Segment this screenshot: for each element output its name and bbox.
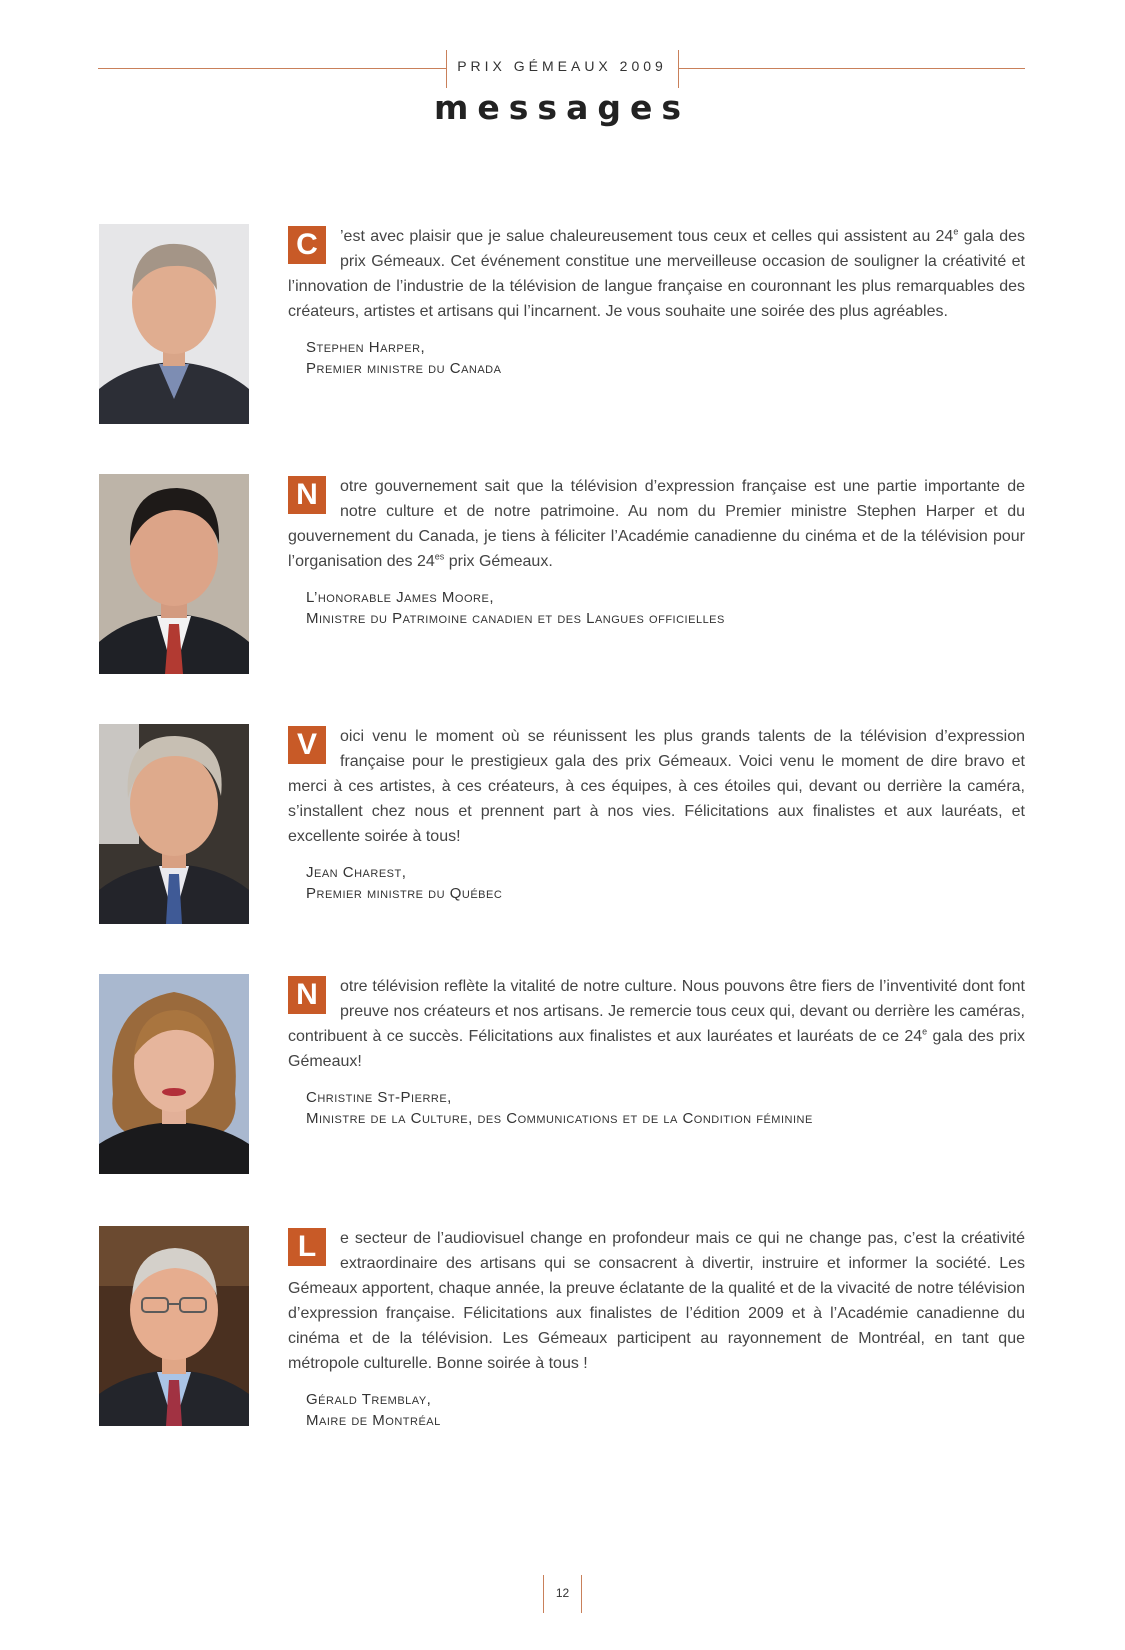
portrait-photo [99, 224, 249, 424]
message-text-cont: gala des prix Gémeaux! [288, 1028, 1025, 1070]
footer-tick-right [581, 1575, 582, 1613]
signatory-title: Maire de Montréal [306, 1412, 441, 1429]
ordinal-superscript: e [953, 226, 959, 237]
drop-cap: N [288, 976, 326, 1014]
drop-cap: C [288, 226, 326, 264]
signature [306, 1087, 1025, 1129]
drop-cap: L [288, 1228, 326, 1266]
page-title: messages [434, 88, 690, 127]
message-text: otre gouvernement sait que la télévision d’expression française est une partie importante de notre culture et de notre patrimoine. Au nom du Premier ministre Stephen Harper et du gouvernement du Canada, je tiens à féliciter l’Académie canadienne du cinéma et de la télévision pour l’organisation des 24 [288, 478, 1025, 570]
signatory-title: Premier ministre du Canada [306, 360, 502, 377]
ordinal-superscript: e [922, 1026, 928, 1037]
signatory-title: Ministre du Patrimoine canadien et des Langues officielles [306, 610, 725, 627]
message-block [99, 474, 1025, 676]
message-block [99, 724, 1025, 926]
signature [306, 1389, 1025, 1431]
signature [306, 587, 1025, 629]
publication-kicker: PRIX GÉMEAUX 2009 [457, 58, 667, 74]
portrait-illustration [99, 224, 249, 424]
signatory-name: Christine St-Pierre, [306, 1089, 452, 1106]
page-number: 12 [555, 1586, 570, 1600]
signatory-title: Premier ministre du Québec [306, 885, 503, 902]
signatory-name: Jean Charest, [306, 864, 407, 881]
portrait-photo [99, 974, 249, 1174]
message-text: ’est avec plaisir que je salue chaleureusement tous ceux et celles qui assistent au 24 [340, 228, 954, 245]
message-block [99, 224, 1025, 426]
portrait-illustration [99, 1226, 249, 1426]
header-tick-right [678, 50, 679, 88]
message-text-cont: gala des prix Gémeaux. Cet événement constitue une merveilleuse occasion de souligner la créativité et l’innovation de l’industrie de la télévision de langue française en couronnant les plus remarquables des créateurs, artistes et artisans qui l’incarnent. Je vous souhaite une soirée des plus agréables. [288, 228, 1026, 320]
drop-cap: V [288, 726, 326, 764]
signature [306, 862, 1025, 904]
portrait-photo [99, 1226, 249, 1426]
portrait-illustration [99, 724, 249, 924]
signatory-name: L’honorable James Moore, [306, 589, 494, 606]
portrait-illustration [99, 974, 249, 1174]
signature [306, 337, 1025, 379]
message-text: otre télévision reflète la vitalité de notre culture. Nous pouvons être fiers de l’inventivité dont font preuve nos créateurs et nos artisans. Je remercie tous ceux qui, devant ou derrière les caméras, contribuent à ce succès. Félicitations aux finalistes et aux lauréates et lauréats de ce 24 [288, 978, 1025, 1045]
message-block [99, 974, 1025, 1176]
message-text-cont: prix Gémeaux. [444, 553, 553, 570]
portrait-photo [99, 474, 249, 674]
message-text: e secteur de l’audiovisuel change en profondeur mais ce qui ne change pas, c’est la créativité extraordinaire des artisans qui se consacrent à divertir, instruire et informer la société. Les Gémeaux apportent, chaque année, la preuve éclatante de la qualité et de la vivacité de notre télévision d’expression française. Félicitations aux finalistes de l’édition 2009 et à l’Académie canadienne du cinéma et de la télévision. Les Gémeaux participent au rayonnement de Montréal, en tant que métropole culturelle. Bonne soirée à tous ! [288, 1230, 1025, 1372]
signatory-name: Stephen Harper, [306, 339, 426, 356]
signatory-title: Ministre de la Culture, des Communications et de la Condition féminine [306, 1110, 813, 1127]
header-rule-right [678, 68, 1025, 69]
header-rule-left [98, 68, 446, 69]
message-block [99, 1226, 1025, 1428]
message-text: oici venu le moment où se réunissent les plus grands talents de la télévision d’expression française pour le prestigieux gala des prix Gémeaux. Voici venu le moment de dire bravo et merci à ces artistes, à ces créateurs, à ces équipes, à ces étoiles qui, devant ou derrière la caméra, s’installent chez nous et prennent part à nos vies. Félicitations aux finalistes et aux lauréats, et excellente soirée à tous! [288, 728, 1025, 845]
drop-cap: N [288, 476, 326, 514]
ordinal-superscript: es [434, 551, 445, 562]
signatory-name: Gérald Tremblay, [306, 1391, 432, 1408]
portrait-illustration [99, 474, 249, 674]
portrait-photo [99, 724, 249, 924]
